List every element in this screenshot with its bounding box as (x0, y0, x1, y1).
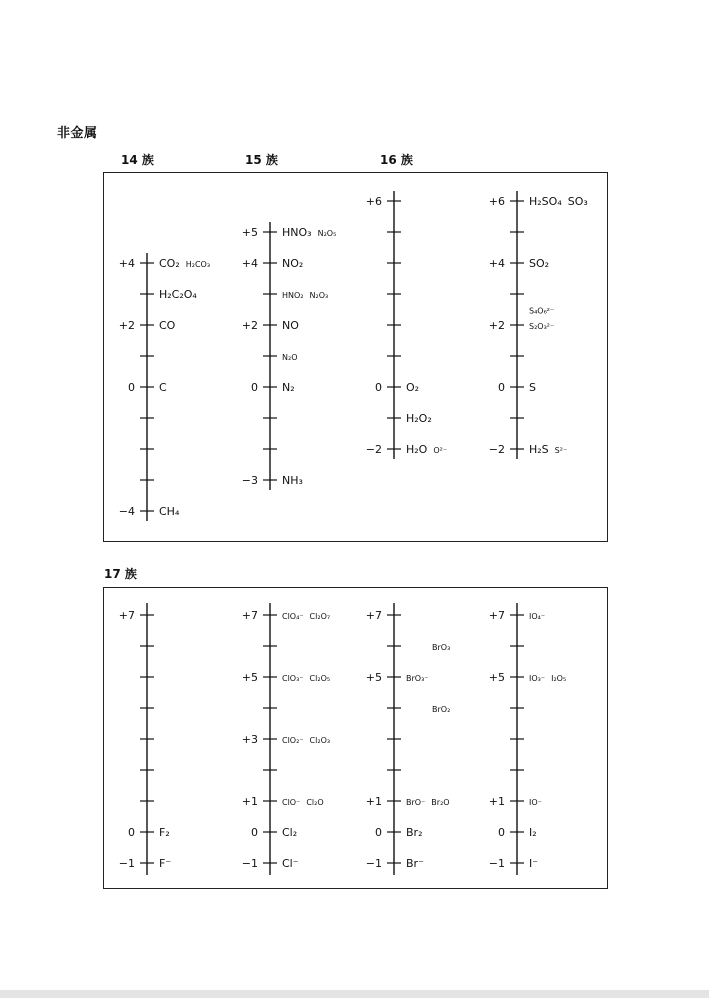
species-label: ClO₃⁻ (282, 674, 304, 683)
species-label: O²⁻ (433, 446, 448, 455)
scan-edge (0, 990, 709, 998)
species-label: H₂CO₃ (185, 260, 211, 269)
level-label: −1 (241, 857, 258, 870)
species-label: ClO⁻ (282, 798, 301, 807)
species-label: BrO₃ (432, 643, 451, 652)
species-label: CH₄ (159, 505, 180, 518)
species-label: SO₃ (567, 195, 588, 208)
species-label: N₂O₅ (317, 229, 337, 238)
level-label: −2 (365, 443, 382, 456)
species-label: O₂ (406, 381, 420, 394)
level-label: 0 (128, 381, 135, 394)
species-label: BrO₃⁻ (406, 674, 429, 683)
species-label: S₄O₆²⁻ (529, 306, 555, 316)
species-label: C (159, 381, 167, 394)
group-label-14: 14 族 (121, 153, 154, 167)
level-label: +7 (488, 609, 505, 622)
species-label: NO (282, 319, 299, 332)
species-label: Cl⁻ (282, 857, 299, 870)
level-label: +3 (241, 733, 258, 746)
species-label: Br⁻ (406, 857, 424, 870)
level-label: −1 (488, 857, 505, 870)
species-label: ClO₂⁻ (282, 736, 304, 745)
group-label-16: 16 族 (380, 153, 413, 167)
species-label: F₂ (159, 826, 170, 839)
species-label: BrO⁻ (406, 798, 426, 807)
level-label: 0 (498, 381, 505, 394)
species-label: N₂O (282, 353, 298, 362)
level-label: +6 (365, 195, 382, 208)
species-label: Cl₂O₇ (309, 612, 331, 621)
species-label: N₂ (282, 381, 295, 394)
level-label: −3 (241, 474, 258, 487)
level-label: +2 (241, 319, 258, 332)
level-label: +5 (488, 671, 505, 684)
species-label: S²⁻ (554, 446, 568, 455)
species-label: ClO₄⁻ (282, 612, 304, 621)
species-label: CO₂ (159, 257, 180, 270)
species-label: IO₄⁻ (529, 612, 546, 621)
species-label: IO⁻ (529, 798, 542, 807)
species-label: BrO₂ (432, 705, 451, 714)
level-label: +2 (488, 319, 505, 332)
species-label: H₂SO₄ (529, 195, 562, 208)
level-label: 0 (375, 826, 382, 839)
level-label: +5 (241, 671, 258, 684)
level-label: 0 (498, 826, 505, 839)
species-label: H₂S (529, 443, 549, 456)
level-label: −2 (488, 443, 505, 456)
level-label: −1 (365, 857, 382, 870)
species-label: Br₂O (431, 798, 450, 807)
level-label: −4 (118, 505, 135, 518)
level-label: +1 (488, 795, 505, 808)
level-label: +7 (118, 609, 135, 622)
species-label: H₂C₂O₄ (159, 288, 197, 301)
species-label: N₂O₃ (309, 291, 329, 300)
level-label: +5 (365, 671, 382, 684)
level-label: 0 (251, 826, 258, 839)
species-label: HNO₂ (282, 291, 304, 300)
group-label-15: 15 族 (245, 153, 278, 167)
level-label: +4 (488, 257, 505, 270)
species-label: CO (159, 319, 176, 332)
species-label: I⁻ (529, 857, 539, 870)
level-label: +4 (241, 257, 258, 270)
species-label: Br₂ (406, 826, 423, 839)
species-label: S (529, 381, 536, 394)
species-label: HNO₃ (282, 226, 312, 239)
level-label: 0 (251, 381, 258, 394)
level-label: +1 (241, 795, 258, 808)
species-label: SO₂ (529, 257, 550, 270)
species-label: NH₃ (282, 474, 303, 487)
level-label: +1 (365, 795, 382, 808)
group-label-17: 17 族 (104, 567, 137, 581)
level-label: −1 (118, 857, 135, 870)
level-label: +7 (365, 609, 382, 622)
level-label: 0 (128, 826, 135, 839)
level-label: +7 (241, 609, 258, 622)
species-label: Cl₂O₅ (309, 674, 331, 683)
species-label: H₂O₂ (406, 412, 432, 425)
species-label: F⁻ (159, 857, 172, 870)
level-label: +5 (241, 226, 258, 239)
species-label: I₂O₅ (551, 674, 567, 683)
level-label: 0 (375, 381, 382, 394)
species-label: Cl₂O (306, 798, 324, 807)
level-label: +2 (118, 319, 135, 332)
level-label: +6 (488, 195, 505, 208)
level-label: +4 (118, 257, 135, 270)
species-label: IO₃⁻ (529, 674, 546, 683)
species-label: Cl₂O₃ (309, 736, 331, 745)
species-label: S₂O₃²⁻ (529, 322, 555, 331)
page-title: 非金属 (57, 126, 98, 141)
species-label: H₂O (406, 443, 428, 456)
species-label: NO₂ (282, 257, 304, 270)
species-label: Cl₂ (282, 826, 298, 839)
species-label: I₂ (529, 826, 537, 839)
